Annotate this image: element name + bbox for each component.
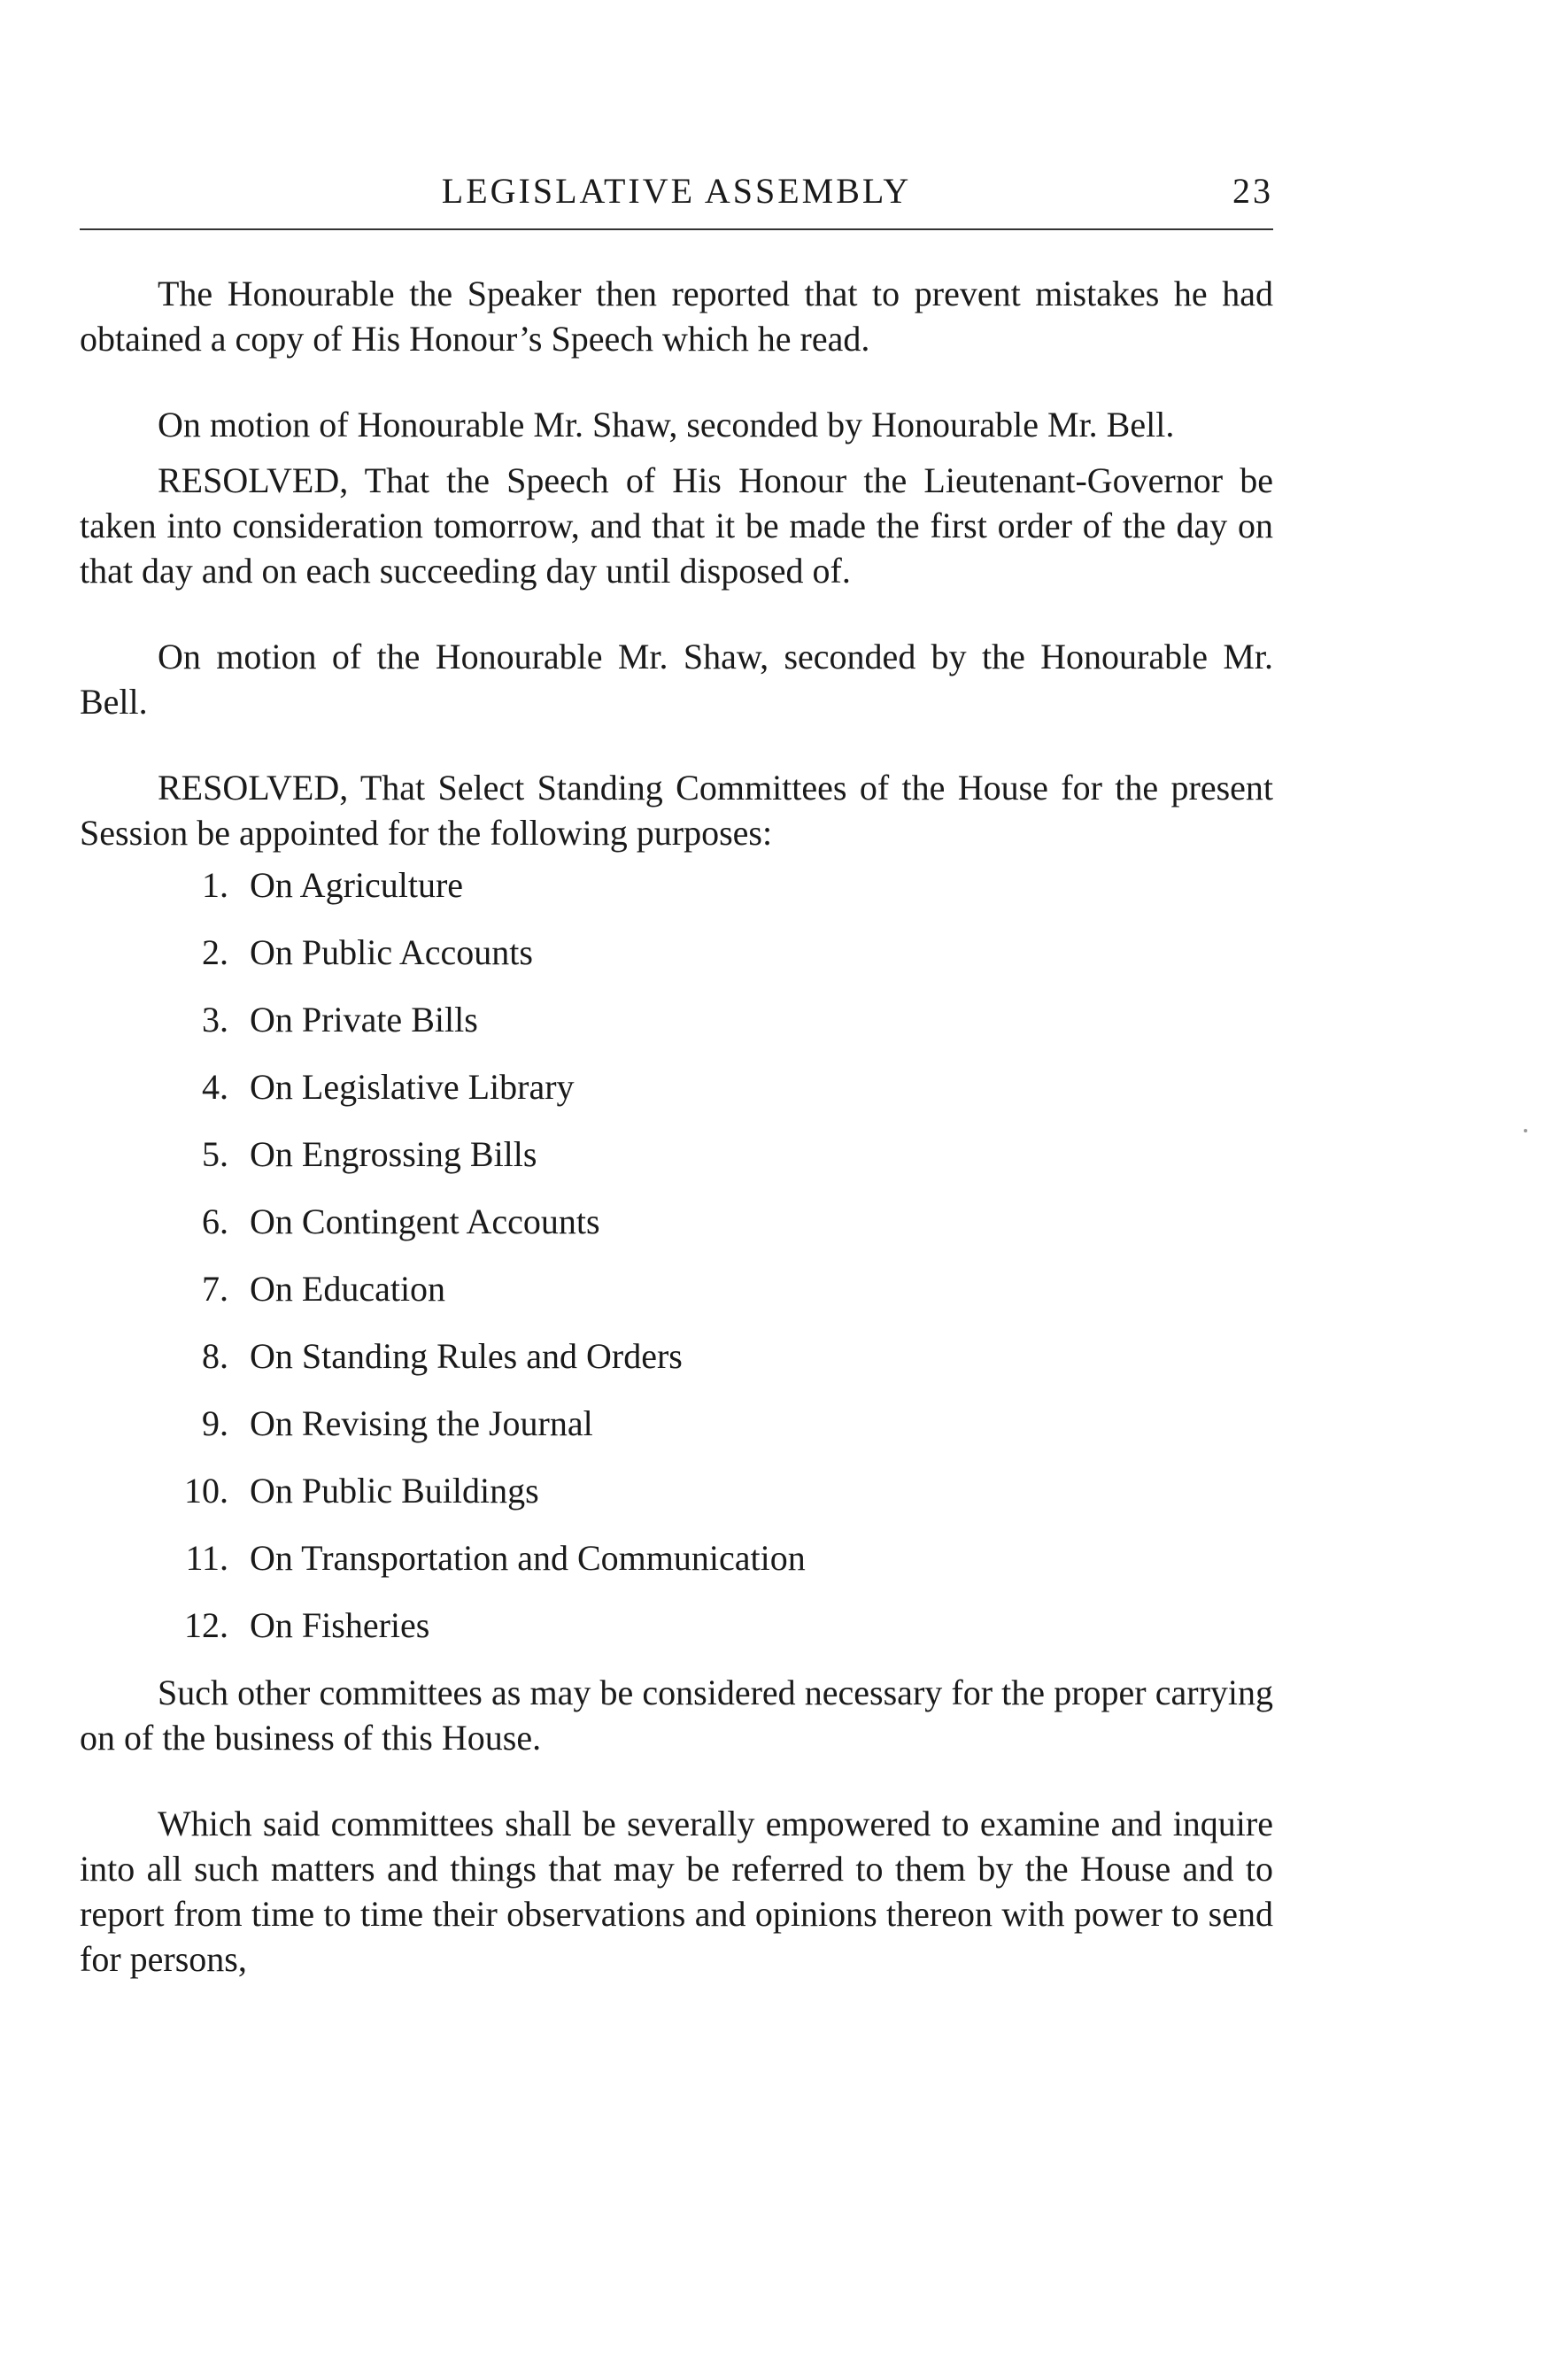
paragraph-speaker-report: The Honourable the Speaker then reported that to prevent mistakes he had obtained a copy of His Honour’s Speech which he read. bbox=[80, 274, 1273, 359]
list-item bbox=[80, 997, 1273, 1064]
body-text bbox=[80, 271, 1273, 1982]
list-item-number: 11. bbox=[185, 1538, 228, 1578]
paragraph-resolved-speech: RESOLVED, That the Speech of His Honour the Lieutenant-Governor be taken into consideration tomorrow, and that it be made the first order of the day on that day and on each succeeding day until disposed of. bbox=[80, 460, 1273, 591]
list-item-number: 4. bbox=[202, 1067, 228, 1107]
list-item bbox=[80, 1199, 1273, 1266]
list-item bbox=[80, 1535, 1273, 1603]
list-item bbox=[80, 1064, 1273, 1132]
paragraph-motion-1: On motion of Honourable Mr. Shaw, seconded by Honourable Mr. Bell. bbox=[158, 405, 1175, 444]
list-item-label: On Private Bills bbox=[250, 1000, 478, 1039]
list-item bbox=[80, 1333, 1273, 1401]
list-item-number: 9. bbox=[202, 1403, 228, 1443]
list-item-number: 8. bbox=[202, 1336, 228, 1376]
list-item bbox=[80, 1266, 1273, 1333]
list-item-label: On Public Accounts bbox=[250, 932, 533, 972]
list-item bbox=[80, 1468, 1273, 1535]
scan-speck bbox=[1524, 1129, 1527, 1132]
list-item-label: On Agriculture bbox=[250, 865, 464, 905]
list-item bbox=[80, 862, 1273, 930]
list-item-number: 3. bbox=[202, 1000, 228, 1039]
list-item-label: On Fisheries bbox=[250, 1605, 430, 1645]
paragraph-other-committees: Such other committees as may be considered necessary for the proper carrying on of the business of this House. bbox=[80, 1673, 1273, 1758]
running-title: LEGISLATIVE ASSEMBLY bbox=[441, 171, 912, 211]
page-number: 23 bbox=[1232, 171, 1273, 211]
list-item-number: 1. bbox=[202, 865, 228, 905]
list-item-number: 7. bbox=[202, 1269, 228, 1309]
list-item-label: On Engrossing Bills bbox=[250, 1134, 537, 1174]
list-item-label: On Education bbox=[250, 1269, 446, 1309]
list-item-number: 6. bbox=[202, 1202, 228, 1241]
list-item-number: 2. bbox=[202, 932, 228, 972]
list-item-number: 10. bbox=[184, 1471, 228, 1511]
header-rule bbox=[80, 228, 1273, 230]
paragraph-committee-powers: Which said committees shall be severally empowered to examine and inquire into all such matters and things that may be referred to them by the House and to report from time to time their observations and opinions thereon with power to send for persons, bbox=[80, 1804, 1273, 1979]
list-item-label: On Standing Rules and Orders bbox=[250, 1336, 683, 1376]
paragraph-resolved-committees: RESOLVED, That Select Standing Committees of the House for the present Session be appointed for the following purposes: bbox=[80, 768, 1273, 853]
list-item-label: On Public Buildings bbox=[250, 1471, 539, 1511]
paragraph-motion-2: On motion of the Honourable Mr. Shaw, seconded by the Honourable Mr. Bell. bbox=[80, 637, 1273, 722]
list-item-label: On Legislative Library bbox=[250, 1067, 575, 1107]
list-item-number: 5. bbox=[202, 1134, 228, 1174]
list-item bbox=[80, 1132, 1273, 1199]
list-item-number: 12. bbox=[184, 1605, 228, 1645]
list-item-label: On Revising the Journal bbox=[250, 1403, 593, 1443]
list-item bbox=[80, 1603, 1273, 1670]
committee-list bbox=[80, 862, 1273, 1670]
list-item-label: On Contingent Accounts bbox=[250, 1202, 600, 1241]
list-item bbox=[80, 1401, 1273, 1468]
running-head bbox=[80, 170, 1273, 212]
list-item bbox=[80, 930, 1273, 997]
list-item-label: On Transportation and Communication bbox=[250, 1538, 806, 1578]
